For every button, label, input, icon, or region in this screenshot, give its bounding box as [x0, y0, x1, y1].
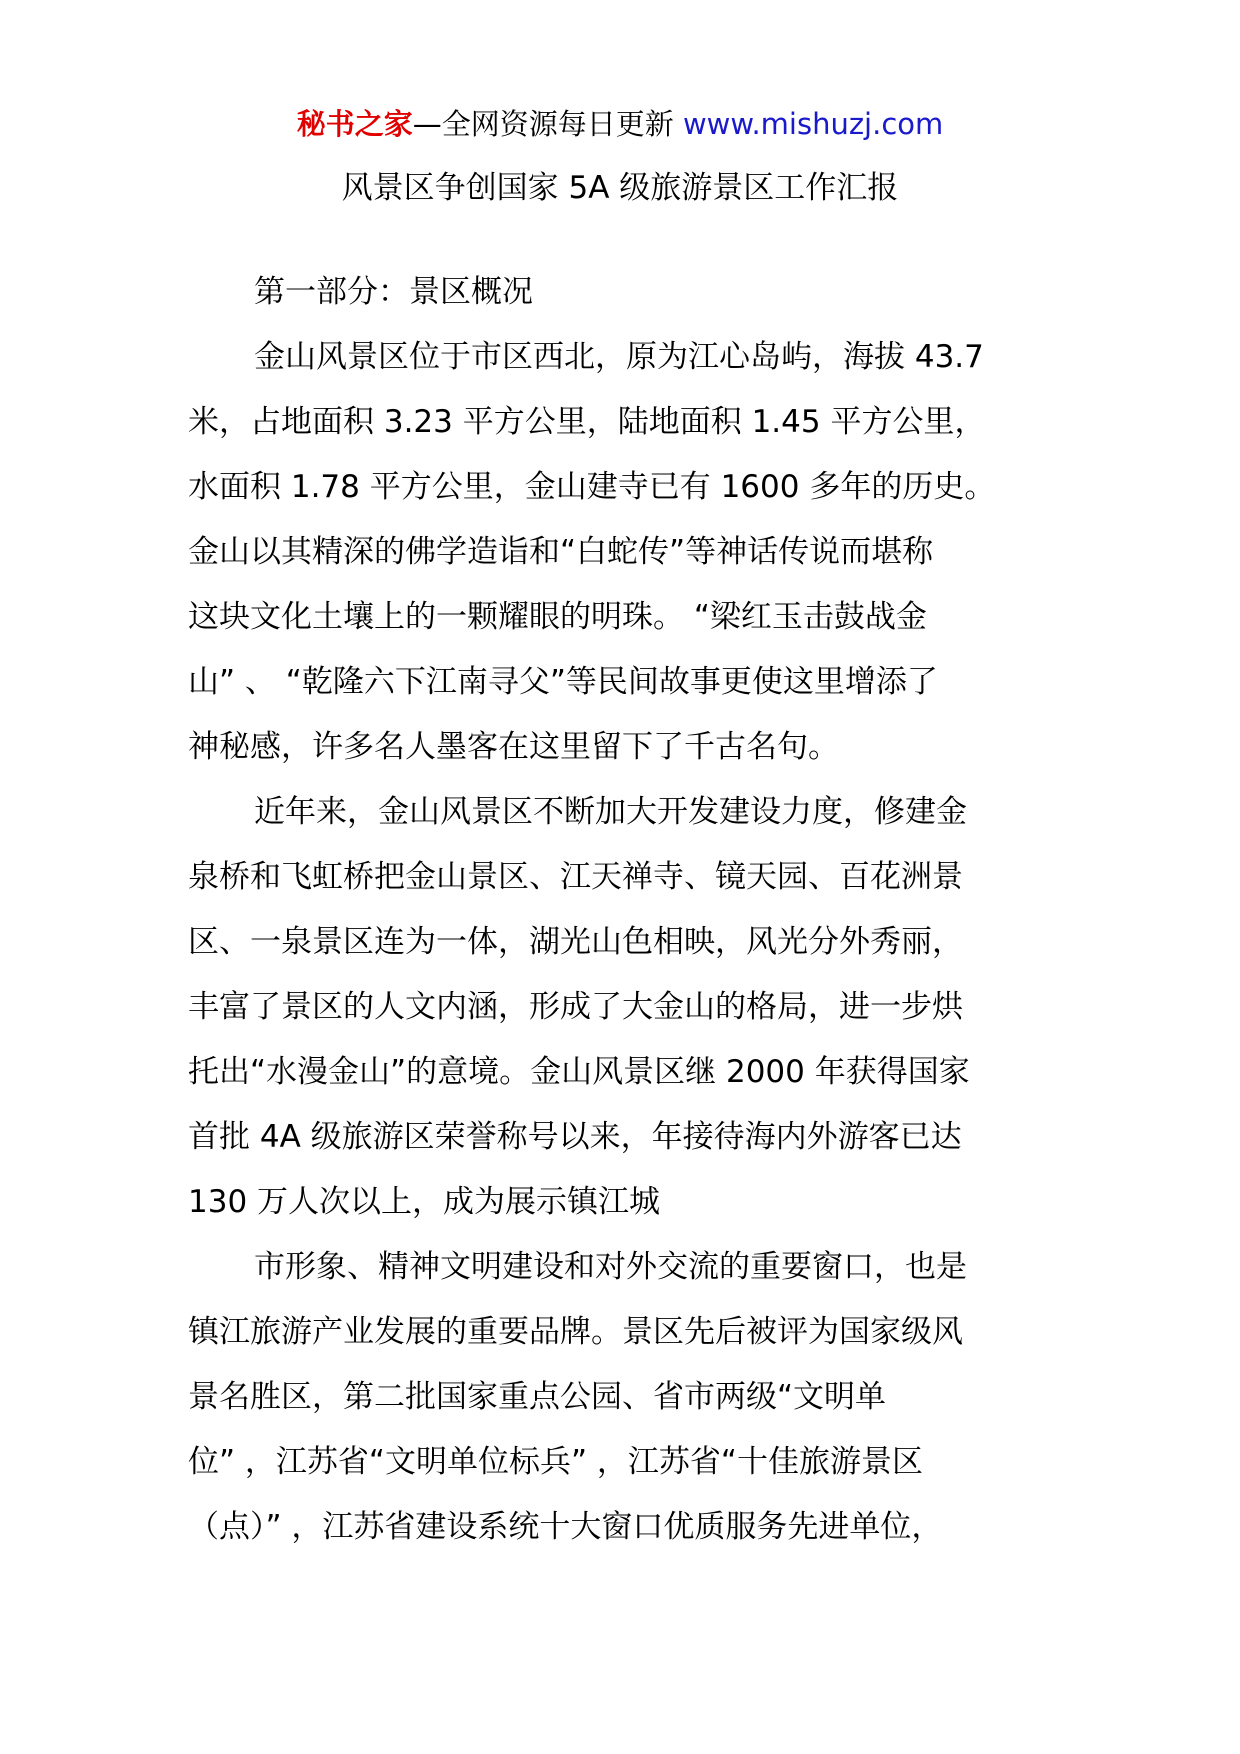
paragraph-line: 托出“水漫金山”的意境。金山风景区继 2000 年获得国家: [188, 1054, 970, 1090]
paragraph-line: 景名胜区，第二批国家重点公园、省市两级“文明单: [188, 1379, 887, 1415]
paragraph-line: 山” 、 “乾隆六下江南寻父”等民间故事更使这里增添了: [188, 664, 938, 700]
paragraph-line: 金山风景区位于市区西北，原为江心岛屿，海拔 43.7: [254, 339, 984, 375]
site-header: [0, 98, 1240, 150]
paragraph-line: 首批 4A 级旅游区荣誉称号以来，年接待海内外游客已达: [188, 1119, 962, 1155]
paragraph-line: 市形象、精神文明建设和对外交流的重要窗口，也是: [254, 1249, 967, 1285]
paragraph-line: 泉桥和飞虹桥把金山景区、江天禅寺、镜天园、百花洲景: [188, 859, 963, 895]
paragraph-line: 米，占地面积 3.23 平方公里，陆地面积 1.45 平方公里，: [188, 404, 986, 440]
paragraph-line: 金山以其精深的佛学造诣和“白蛇传”等神话传说而堪称: [188, 534, 934, 570]
paragraph-line: （点）” ，江苏省建设系统十大窗口优质服务先进单位，: [188, 1509, 943, 1545]
paragraph-line: 丰富了景区的人文内涵，形成了大金山的格局，进一步烘: [188, 989, 963, 1025]
paragraph-line: 水面积 1.78 平方公里，金山建寺已有 1600 多年的历史。: [188, 469, 996, 505]
paragraph-line: 神秘感，许多名人墨客在这里留下了千古名句。: [188, 729, 839, 765]
document-body: [188, 260, 1068, 1560]
site-url-link[interactable]: www.mishuzj.com: [682, 107, 944, 141]
header-tagline: —全网资源每日更新: [412, 107, 683, 141]
paragraph-line: 近年来，金山风景区不断加大开发建设力度，修建金: [254, 794, 967, 830]
paragraph-line: 130 万人次以上，成为展示镇江城: [188, 1184, 661, 1220]
brand-name: 秘书之家: [296, 107, 413, 141]
paragraph-line: 区、一泉景区连为一体，湖光山色相映，风光分外秀丽，: [188, 924, 963, 960]
paragraph-line: 镇江旅游产业发展的重要品牌。景区先后被评为国家级风: [188, 1314, 963, 1350]
section-heading: 第一部分：景区概况: [254, 274, 533, 310]
paragraph-line: 位” ，江苏省“文明单位标兵” ，江苏省“十佳旅游景区: [188, 1444, 923, 1480]
document-title: 风景区争创国家 5A 级旅游景区工作汇报: [341, 170, 899, 206]
paragraph-line: 这块文化土壤上的一颗耀眼的明珠。 “梁红玉击鼓战金: [188, 599, 927, 635]
